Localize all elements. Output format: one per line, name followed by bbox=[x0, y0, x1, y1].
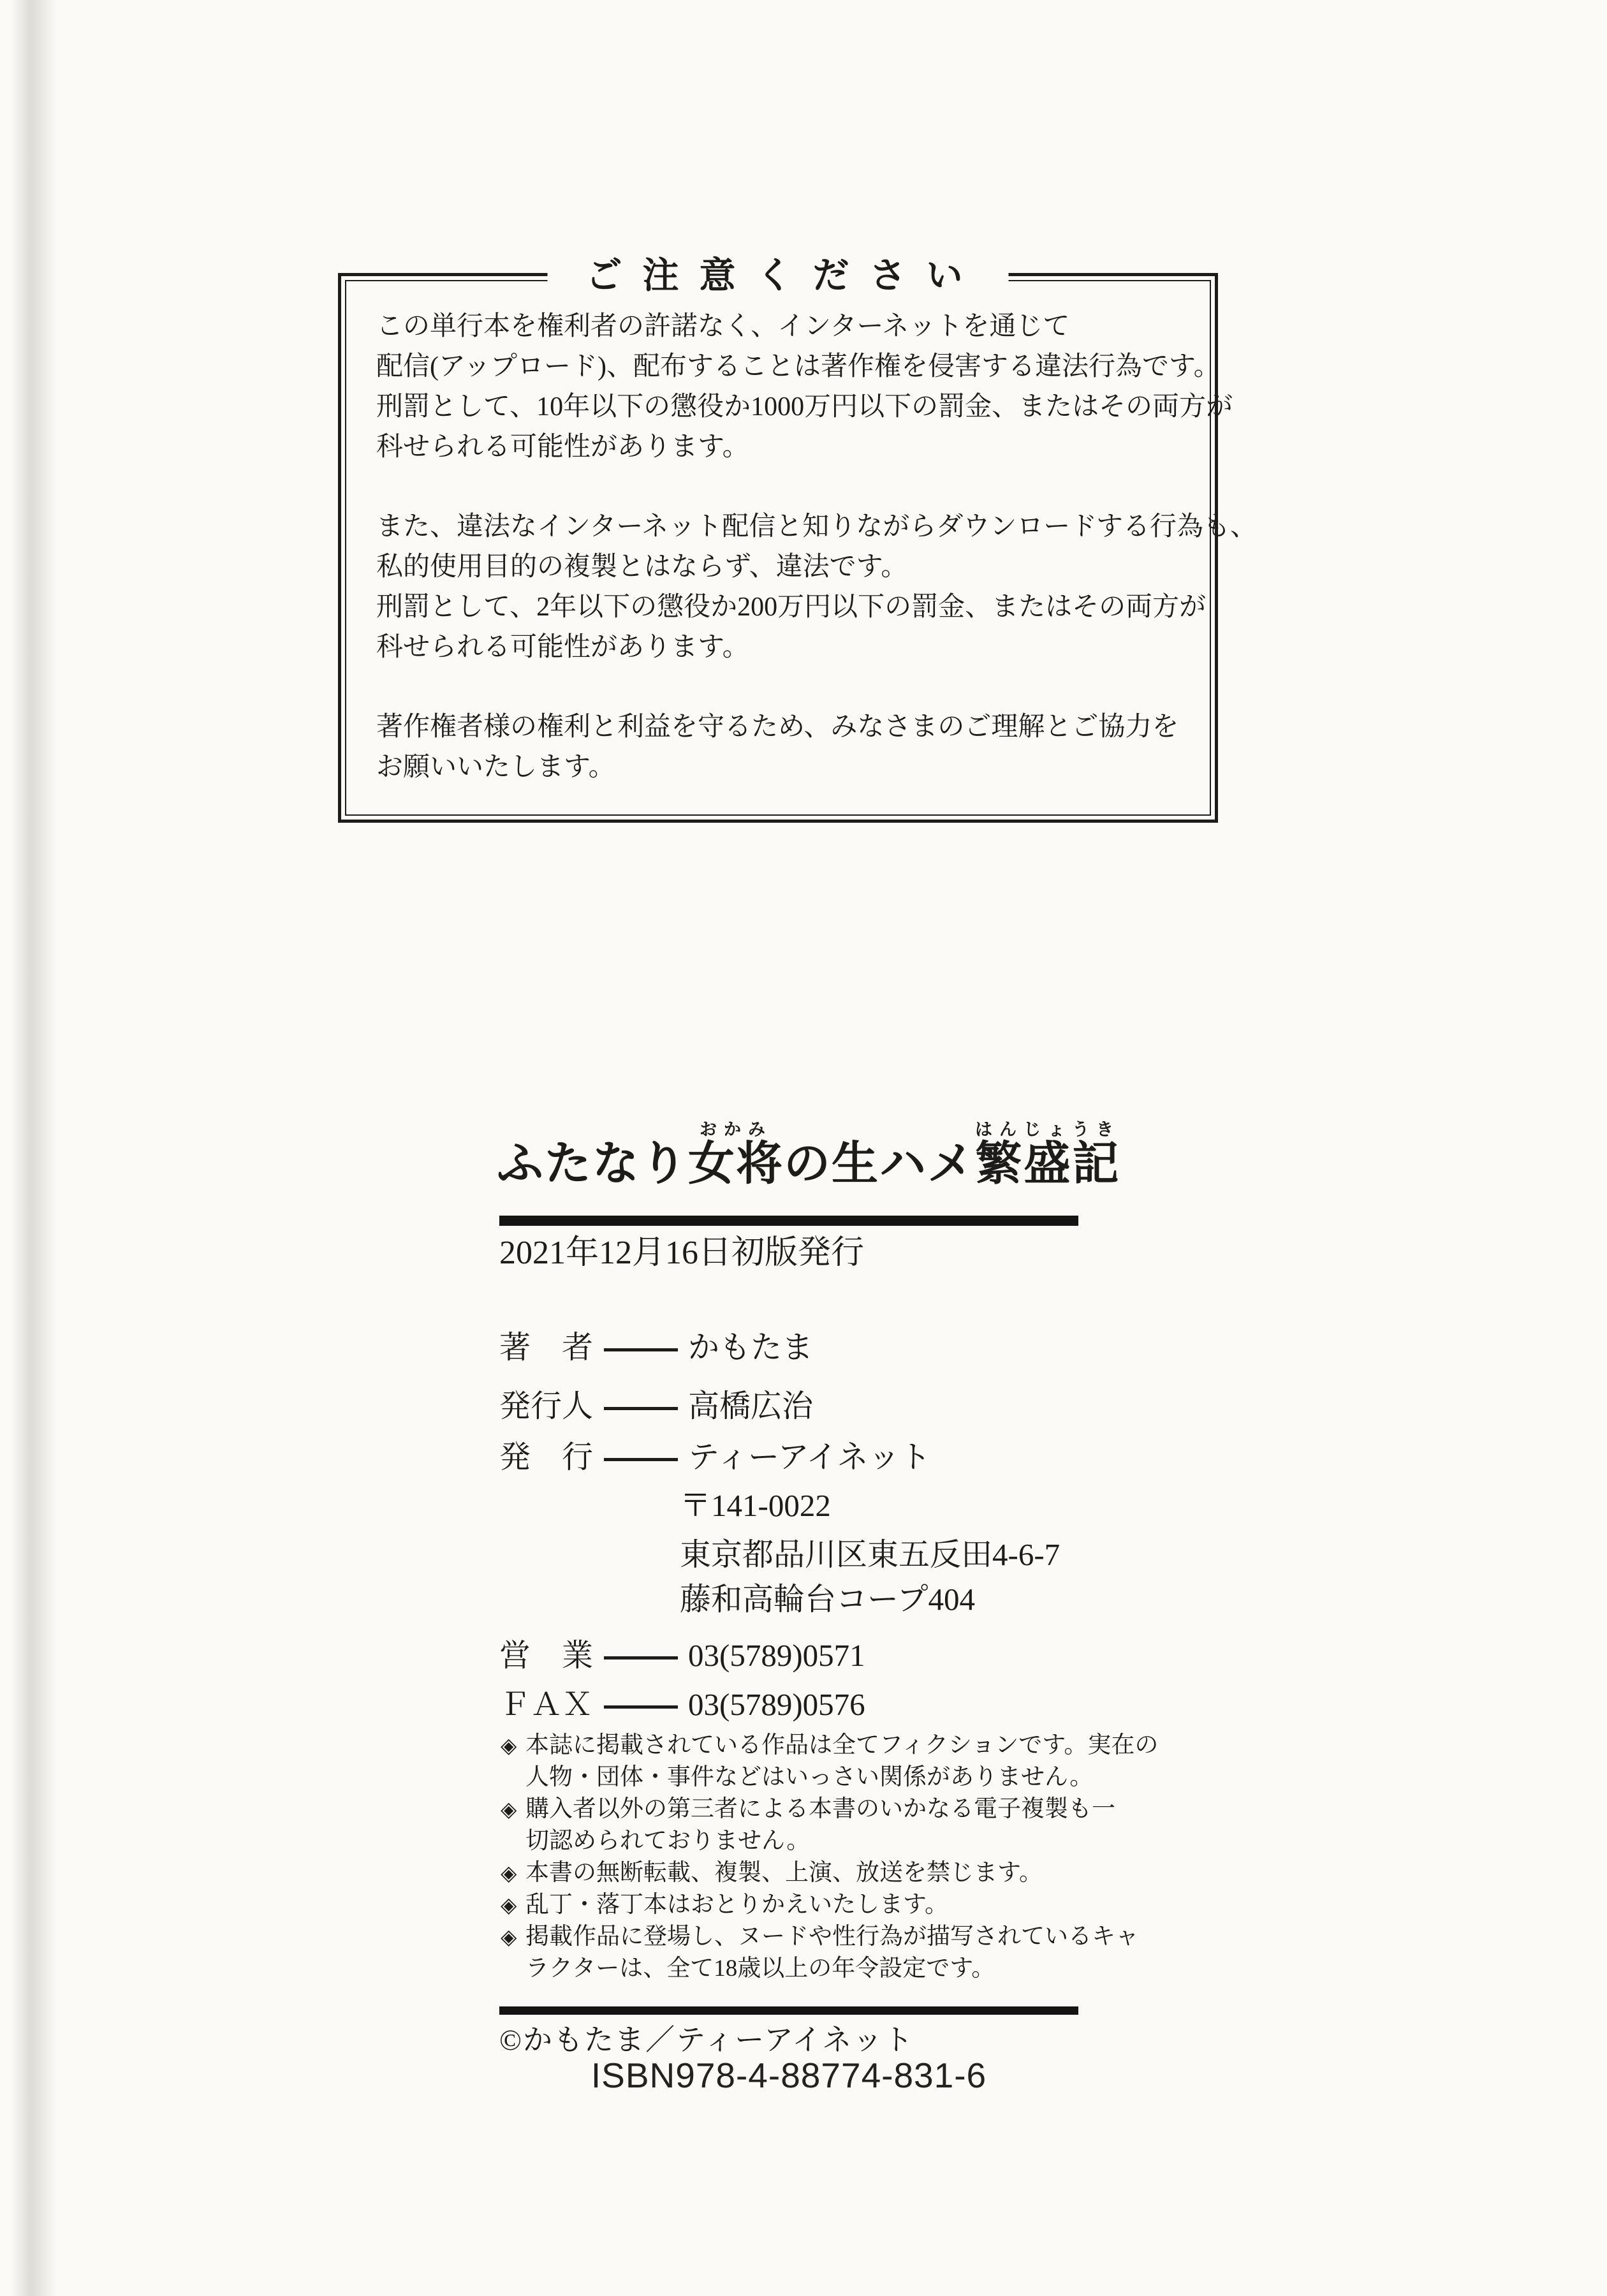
book-title bbox=[497, 1120, 1120, 1190]
note-age-setting-cont bbox=[501, 1953, 1158, 1985]
nested-diamond-bullet-icon: ◈ bbox=[501, 1797, 517, 1821]
nested-diamond-bullet-icon: ◈ bbox=[501, 1892, 517, 1917]
leader-line bbox=[604, 1656, 678, 1659]
warning-box-body bbox=[376, 307, 1257, 788]
publisher-name: ティーアイネット bbox=[688, 1439, 931, 1475]
warning-line: また、違法なインターネット配信と知りながらダウンロードする行為も、 bbox=[376, 512, 1257, 541]
postal-code: 〒141-0022 bbox=[680, 1488, 831, 1523]
warning-line: 科せられる可能性があります。 bbox=[376, 633, 749, 662]
book-title-ruby bbox=[497, 1120, 1120, 1189]
address-building: 藤和高輪台コープ404 bbox=[680, 1582, 976, 1617]
warning-line: 刑罰として、10年以下の懲役か1000万円以下の罰金、またはその両方が bbox=[376, 392, 1233, 422]
scan-edge-artifact bbox=[10, 0, 57, 2296]
title-segment: ふたなり bbox=[497, 1138, 688, 1189]
fax-number: 03(5789)0576 bbox=[688, 1687, 865, 1722]
sales-phone-row bbox=[499, 1637, 865, 1675]
nested-diamond-bullet-icon: ◈ bbox=[501, 1860, 517, 1885]
fax-label: ＦＡＸ bbox=[499, 1687, 594, 1722]
sales-phone-number: 03(5789)0571 bbox=[688, 1638, 865, 1673]
warning-paragraph-request bbox=[376, 707, 1202, 788]
note-text: ラクターは、全て18歳以上の年令設定です。 bbox=[525, 1955, 995, 1982]
publisher-row bbox=[499, 1438, 931, 1476]
leader-line bbox=[604, 1407, 678, 1410]
furigana-okami: おかみ bbox=[688, 1120, 784, 1139]
note-text: 乱丁・落丁本はおとりかえいたします。 bbox=[525, 1892, 949, 1918]
note-text: 切認められておりません。 bbox=[525, 1828, 811, 1854]
warning-line: 刑罰として、2年以下の懲役か200万円以下の罰金、またはその両方が bbox=[376, 592, 1207, 622]
warning-line: 著作権者様の権利と利益を守るため、みなさまのご理解とご協力を bbox=[376, 712, 1179, 742]
note-text: 掲載作品に登場し、ヌードや性行為が描写されているキャ bbox=[525, 1924, 1139, 1950]
address-street: 東京都品川区東五反田4-6-7 bbox=[680, 1537, 1060, 1572]
warning-line: お願いいたします。 bbox=[376, 753, 615, 782]
publisher-label: 発 行 bbox=[499, 1439, 594, 1475]
author-name: かもたま bbox=[688, 1330, 814, 1365]
note-text: 本誌に掲載されている作品は全てフィクションです。実在の bbox=[525, 1732, 1159, 1758]
note-reproduction bbox=[501, 1857, 1158, 1889]
note-fiction-cont bbox=[501, 1762, 1158, 1793]
author-label: 著 者 bbox=[499, 1330, 594, 1365]
note-fiction bbox=[501, 1730, 1158, 1762]
warning-line: 科せられる可能性があります。 bbox=[376, 432, 749, 462]
note-text: 人物・団体・事件などはいっさい関係がありません。 bbox=[525, 1764, 1094, 1790]
furigana-hanjouki: はんじょうき bbox=[975, 1120, 1120, 1139]
isbn-number: ISBN978-4-88774-831-6 bbox=[591, 2056, 987, 2095]
warning-box-title: ご注意ください bbox=[548, 253, 1009, 299]
fax-row bbox=[499, 1686, 865, 1724]
copyright-line: ©かもたま／ティーアイネット bbox=[499, 2024, 914, 2056]
warning-line: この単行本を権利者の許諾なく、インターネットを通じて bbox=[376, 312, 1070, 341]
publisher-person-label: 発行人 bbox=[499, 1388, 594, 1424]
sales-label: 営 業 bbox=[499, 1638, 594, 1673]
note-digital-copy bbox=[501, 1793, 1158, 1825]
title-divider-bar bbox=[499, 1216, 1078, 1226]
publisher-person-row bbox=[499, 1387, 813, 1425]
note-defective-copy bbox=[501, 1889, 1158, 1921]
author-row bbox=[499, 1328, 813, 1367]
publisher-person-name: 高橋広治 bbox=[688, 1388, 814, 1424]
leader-line bbox=[604, 1348, 678, 1351]
warning-paragraph-download bbox=[376, 507, 1257, 668]
nested-diamond-bullet-icon: ◈ bbox=[501, 1733, 517, 1758]
warning-paragraph-upload bbox=[376, 307, 1233, 467]
title-segment: の生ハメ bbox=[784, 1138, 975, 1189]
bottom-divider-bar bbox=[499, 2006, 1078, 2015]
leader-line bbox=[604, 1458, 678, 1461]
note-text: 本書の無断転載、複製、上演、放送を禁じます。 bbox=[525, 1860, 1043, 1886]
note-digital-copy-cont bbox=[501, 1825, 1158, 1857]
warning-line: 私的使用目的の複製とはならず、違法です。 bbox=[376, 552, 908, 582]
title-segment: 繁盛記 bbox=[975, 1138, 1120, 1189]
legal-notes-list bbox=[501, 1730, 1158, 1985]
note-text: 購入者以外の第三者による本書のいかなる電子複製も一 bbox=[525, 1796, 1115, 1822]
note-age-setting bbox=[501, 1921, 1158, 1953]
copyright-warning-box bbox=[338, 256, 1257, 823]
leader-line bbox=[604, 1705, 678, 1709]
edition-date: 2021年12月16日初版発行 bbox=[499, 1235, 865, 1271]
title-segment: 女将 bbox=[688, 1138, 784, 1189]
warning-line: 配信(アップロード)、配布することは著作権を侵害する違法行為です。 bbox=[376, 352, 1221, 381]
nested-diamond-bullet-icon: ◈ bbox=[501, 1924, 517, 1949]
